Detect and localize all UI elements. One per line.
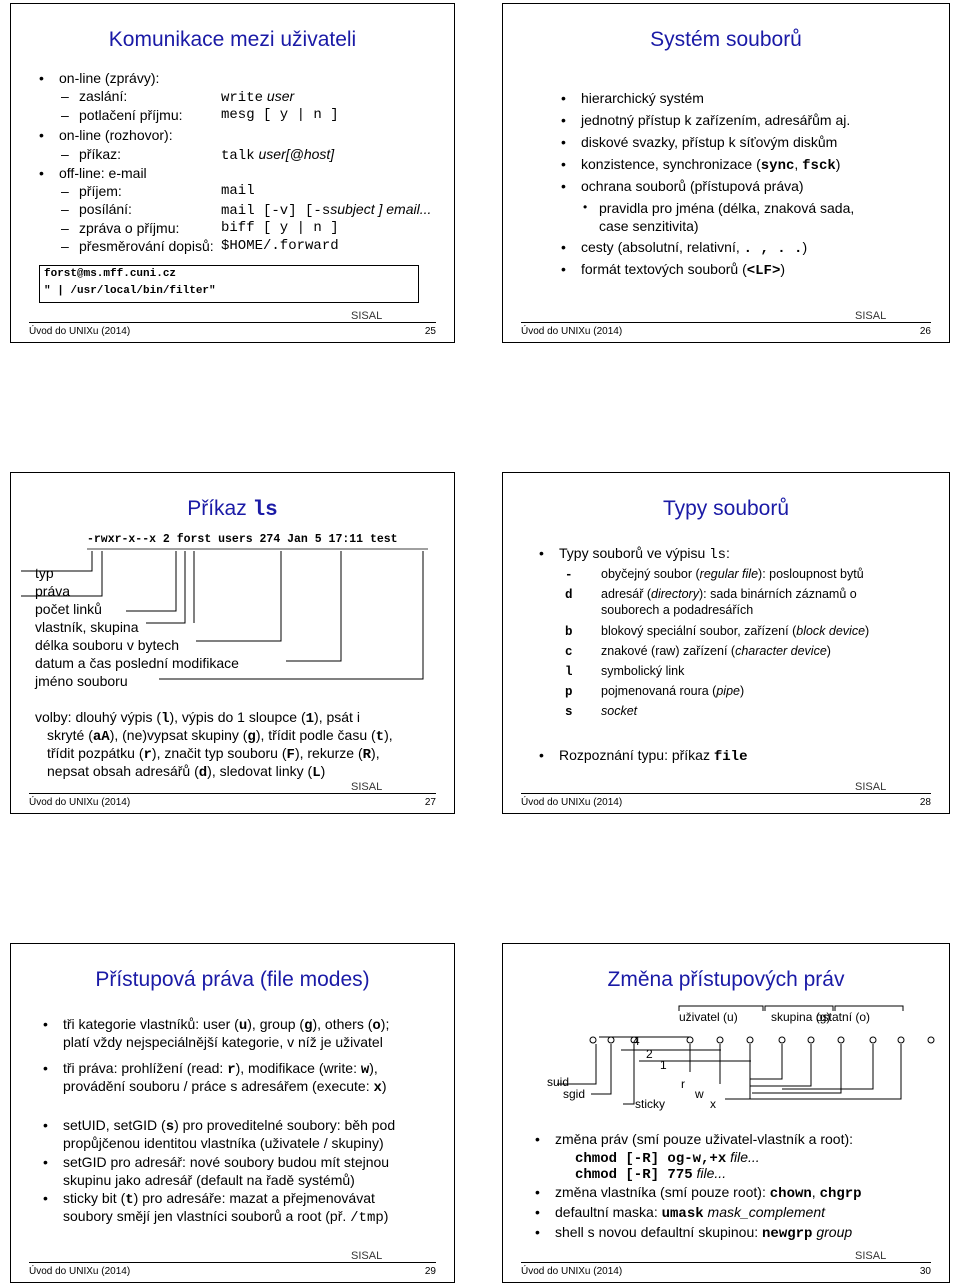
label-permissions: práva	[35, 583, 71, 599]
bullet-consistency: • konzistence, synchronizace (sync, fsck)	[581, 156, 840, 174]
bullet-paths: • cesty (absolutní, relativní, . , . .)	[581, 239, 807, 257]
slide-title: Přístupová práva (file modes)	[95, 968, 370, 991]
bit-user-w-dot	[717, 1037, 723, 1043]
sticky-cont: soubory smějí jen vlastníci souborů a root (př. /tmp)	[63, 1208, 389, 1226]
options-line-2: skryté (aA), (ne)vypsat skupiny (g), třídit podle času (t),	[47, 727, 393, 745]
slide-27	[10, 472, 455, 814]
slide-29	[10, 943, 455, 1283]
file-type-row	[565, 603, 753, 617]
cmd-mesg: mesg [ y | n ]	[221, 107, 339, 123]
bullet-unified-access: • jednotný přístup k zařízením, adresářům aj.	[581, 112, 850, 128]
file-type-row	[565, 664, 684, 679]
slide-25	[10, 3, 455, 343]
file-type-term: directory	[651, 587, 699, 601]
bit-user-x-dot	[747, 1037, 753, 1043]
file-type-term: regular file	[699, 567, 759, 581]
bit-other-w-dot	[898, 1037, 904, 1043]
label-group-g: skupina (g)	[771, 1010, 831, 1024]
ls-output-line: -rwxr-x--x 2 forst users 274 Jan 5 17:11 test	[87, 533, 398, 546]
label-send: – zaslání:	[79, 88, 127, 104]
slide-title: Změna přístupových práv	[607, 968, 845, 991]
file-type-desc: souborech a podadresářích	[601, 603, 754, 617]
page-number: 28	[919, 797, 931, 808]
bullet-hierarchy: • hierarchický systém	[581, 90, 704, 106]
file-type-code: c	[565, 645, 573, 659]
footer-course: Úvod do UNIXu (2014)	[521, 797, 623, 808]
bullet-three-rights: • tři práva: prohlížení (read: r), modifikace (write: w),	[63, 1060, 378, 1078]
file-type-desc-end: )	[826, 644, 831, 658]
forward-address: forst@ms.mff.cuni.cz	[44, 268, 177, 280]
bullet-types-intro: • Typy souborů ve výpisu ls:	[559, 545, 730, 563]
slide-28	[502, 472, 950, 814]
label-sgid: sgid	[563, 1087, 586, 1101]
bullet-detect-type: • Rozpoznání typu: příkaz file	[559, 747, 747, 765]
forward-file-box	[39, 265, 419, 303]
bullet-online-messages: • on-line (zprávy):	[59, 70, 159, 86]
footer-course: Úvod do UNIXu (2014)	[29, 326, 131, 337]
file-type-row	[565, 704, 637, 719]
page-number: 27	[424, 797, 436, 808]
file-type-desc: blokový speciální soubor, zařízení (	[601, 624, 797, 638]
owner-categories-cont: platí vždy nejspeciálnější kategorie, v níž je uživatel	[63, 1034, 383, 1050]
label-bit-1: 1	[660, 1058, 667, 1072]
label-owner-group: vlastník, skupina	[35, 619, 139, 635]
file-type-desc-end: )	[865, 624, 870, 638]
label-x: x	[710, 1097, 716, 1111]
page-number: 30	[919, 1266, 931, 1277]
options-line-1: volby: dlouhý výpis (l), výpis do 1 sloupce (1), psát i	[35, 709, 360, 727]
page-number: 29	[424, 1266, 436, 1277]
page-number: 25	[424, 326, 436, 337]
footer-course: Úvod do UNIXu (2014)	[521, 1266, 623, 1277]
file-type-row	[565, 587, 857, 602]
leader-sticky	[623, 1044, 634, 1104]
bullet-setuid: • setUID, setGID (s) pro proveditelné soubory: běh pod	[63, 1117, 395, 1135]
bit-suid-dot	[590, 1037, 596, 1043]
label-filename: jméno souboru	[35, 673, 128, 689]
footer-brand: SISAL	[855, 1250, 887, 1262]
label-w: w	[695, 1087, 704, 1101]
label-size: délka souboru v bytech	[35, 637, 179, 653]
bullet-protection: • ochrana souborů (přístupová práva)	[581, 178, 804, 194]
bullet-umask: • defaultní maska: umask mask_complement	[555, 1204, 825, 1222]
label-receive: – příjem:	[79, 183, 122, 199]
naming-rules-cont: case senzitivita)	[599, 218, 699, 234]
label-sticky: sticky	[635, 1097, 665, 1111]
three-rights-cont: provádění souboru / práce s adresářem (execute: x)	[63, 1078, 387, 1096]
label-type: typ	[35, 565, 54, 581]
bullet-owner-categories: • tři kategorie vlastníků: user (u), group (g), others (o);	[63, 1016, 389, 1034]
label-redirect: – přesměrování dopisů:	[79, 238, 214, 254]
file-type-row	[565, 567, 864, 582]
label-user-u: uživatel (u)	[679, 1010, 738, 1024]
cmd-mail: mail	[221, 183, 255, 199]
bit-sgid-dot	[608, 1037, 614, 1043]
options-line-4: nepsat obsah adresářů (d), sledovat linky (L)	[47, 763, 326, 781]
file-type-desc: symbolický link	[601, 664, 685, 678]
footer-rule	[29, 793, 436, 794]
setgid-dir-cont: skupinu jako adresář (default na řadě systémů)	[63, 1172, 355, 1188]
bullet-chmod: • změna práv (smí pouze uživatel-vlastník a root):	[555, 1131, 853, 1147]
slide-26	[502, 3, 950, 343]
file-type-desc: adresář (	[601, 587, 652, 601]
file-type-code: s	[565, 705, 573, 719]
file-type-code: -	[565, 568, 573, 582]
bullet-newgrp: • shell s novou defaultní skupinou: newgrp group	[555, 1224, 852, 1242]
file-type-row	[565, 684, 744, 699]
slide-title: Příkaz ls	[187, 497, 278, 522]
footer-brand: SISAL	[855, 310, 887, 322]
footer-brand: SISAL	[351, 1250, 383, 1262]
bullet-naming-rules: • pravidla pro jména (délka, znaková sada,	[599, 200, 854, 216]
footer-course: Úvod do UNIXu (2014)	[29, 797, 131, 808]
bit-group-x-dot	[838, 1037, 844, 1043]
leader-x	[725, 1044, 750, 1099]
footer-rule	[29, 1262, 436, 1263]
bit-group-r-dot	[779, 1037, 785, 1043]
label-command: – příkaz:	[79, 146, 121, 162]
label-suid: suid	[547, 1075, 570, 1089]
cmd-chmod-octal: chmod [-R] 775 file...	[575, 1165, 727, 1183]
file-type-desc: obyčejný soubor (	[601, 567, 700, 581]
bit-other-x-dot	[928, 1037, 934, 1043]
footer-rule	[521, 793, 931, 794]
file-type-code: d	[565, 588, 573, 602]
label-link-count: počet linků	[35, 601, 102, 617]
cmd-talk: talk user[@host]	[221, 146, 335, 164]
slide-title: Typy souborů	[662, 497, 790, 520]
slide-title: Systém souborů	[650, 28, 802, 51]
footer-course: Úvod do UNIXu (2014)	[29, 1266, 131, 1277]
label-bit-4: 4	[633, 1034, 640, 1048]
file-type-desc: znakové (raw) zařízení (	[601, 644, 736, 658]
footer-brand: SISAL	[351, 781, 383, 793]
file-type-term: socket	[601, 704, 638, 718]
forward-filter: " | /usr/local/bin/filter"	[44, 285, 216, 297]
leader-sgid	[591, 1044, 611, 1094]
file-type-desc-end: ): sada binárních záznamů o	[698, 587, 857, 601]
file-type-term: pipe	[716, 684, 740, 698]
label-notify: – zpráva o příjmu:	[79, 220, 179, 236]
footer-brand: SISAL	[855, 781, 887, 793]
footer-rule	[521, 1262, 931, 1263]
footer-rule	[29, 322, 436, 323]
label-sending: – posílání:	[79, 201, 132, 217]
footer-brand: SISAL	[351, 310, 383, 322]
bullet-chown: • změna vlastníka (smí pouze root): chown, chgrp	[555, 1184, 862, 1202]
setuid-cont: propůjčenou identitou vlastníka (uživatele / skupiny)	[63, 1135, 384, 1151]
label-mtime: datum a čas poslední modifikace	[35, 655, 239, 671]
footer-course: Úvod do UNIXu (2014)	[521, 326, 623, 337]
page-number: 26	[919, 326, 931, 337]
label-other-o: ostatní (o)	[816, 1010, 871, 1024]
file-type-desc: pojmenovaná roura (	[601, 684, 717, 698]
label-suppress: – potlačení příjmu:	[79, 107, 183, 123]
file-type-code: p	[565, 685, 573, 699]
bit-group-w-dot	[808, 1037, 814, 1043]
file-type-row	[565, 624, 869, 639]
file-type-term: block device	[796, 624, 866, 638]
bullet-offline: • off-line: e-mail	[59, 165, 147, 181]
bullet-text-format: • formát textových souborů (<LF>)	[581, 261, 785, 279]
cmd-mail-send: mail [-v] [-ssubject ] email...	[221, 201, 432, 219]
slide-30	[502, 943, 950, 1283]
bullet-sticky: • sticky bit (t) pro adresáře: mazat a přejmenovávat	[63, 1190, 375, 1208]
bullet-online-talk: • on-line (rozhovor):	[59, 127, 173, 143]
file-type-term: character device	[735, 644, 827, 658]
cmd-biff: biff [ y | n ]	[221, 220, 339, 236]
label-r: r	[681, 1077, 685, 1091]
bullet-volumes: • diskové svazky, přístup k síťovým diskům	[581, 134, 837, 150]
slide-title: Komunikace mezi uživateli	[108, 28, 357, 51]
cmd-write: write user	[221, 88, 295, 106]
bullet-setgid-dir: • setGID pro adresář: nové soubory budou mít stejnou	[63, 1154, 389, 1170]
file-type-desc-end: ): posloupnost bytů	[758, 567, 864, 581]
bit-user-r-dot	[687, 1037, 693, 1043]
cmd-forward: $HOME/.forward	[221, 238, 339, 254]
file-type-desc-end: )	[740, 684, 745, 698]
bit-other-r-dot	[870, 1037, 876, 1043]
file-type-row	[565, 644, 831, 659]
file-type-code: l	[565, 665, 573, 679]
footer-rule	[521, 322, 931, 323]
cmd-chmod-symbolic: chmod [-R] og-w,+x file...	[575, 1149, 760, 1167]
options-line-3: třídit pozpátku (r), značit typ souboru (F), rekurze (R),	[47, 745, 380, 763]
label-bit-2: 2	[646, 1047, 653, 1061]
file-type-code: b	[565, 625, 573, 639]
